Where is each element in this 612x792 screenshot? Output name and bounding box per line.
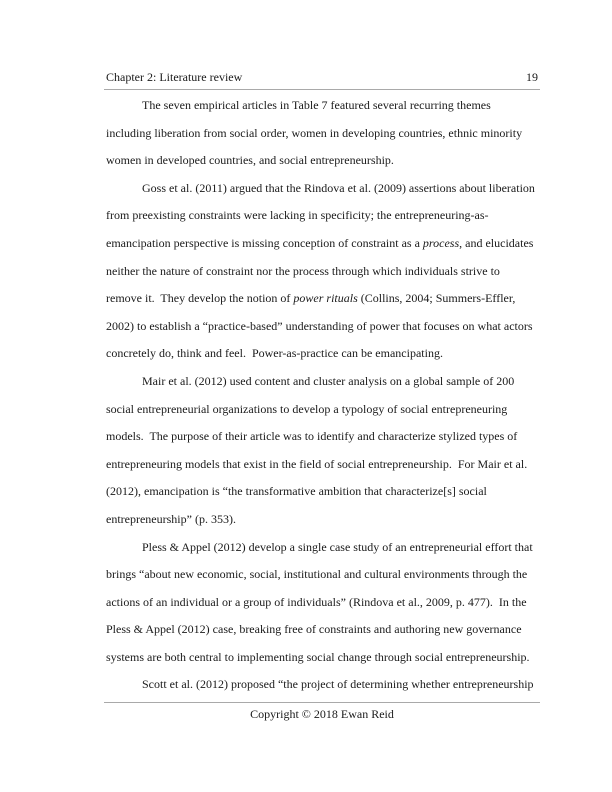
body-text [106,92,538,699]
copyright-text: Copyright © 2018 Ewan Reid [250,707,394,721]
paragraph-text: Pless & Appel (2012) develop a single case study of an entrepreneurial effort that brings “about new economic, social, institutional and cultural environments through the actions of an individual or a group of individuals” (Rindova et al., 2009, p. 477). In the Pless & Appel (2012) case, breaking free of constraints and authoring new governance systems are both central to implementing social change through social entrepreneurship. [106,539,536,664]
paragraph-pless-appel [106,534,538,672]
italic-term-process: process [422,235,460,250]
paragraph-text: Scott et al. (2012) proposed “the project of determining whether entrepreneurship [142,677,534,692]
paragraph-mair [106,368,538,534]
page-footer [106,707,538,721]
paragraph-text: (Collins, 2004; Summers-Effler, 2002) to establish a “practice-based” understanding of power that focuses on what actors concretely do, think and feel. Power-as-practice can be emancipating. [106,291,536,361]
paragraph-text: Goss et al. (2011) argued that the Rindova et al. (2009) assertions about liberation from preexisting constraints were lacking in specificity; the entrepreneuring-as-emancipation perspective is missing conception of constraint as a [106,180,538,250]
italic-term-power-rituals: power rituals [293,291,358,306]
paragraph-themes [106,92,538,175]
running-head: Chapter 2: Literature review [106,70,243,84]
page-header [106,70,538,84]
paragraph-goss [106,175,538,368]
page-number: 19 [526,70,538,84]
footer-divider [104,702,540,703]
header-divider [104,89,540,90]
paragraph-scott [106,671,538,699]
paragraph-text: , and elucidates neither the nature of constraint nor the process through which individuals strive to remove it. They develop the notion of [106,235,537,306]
paragraph-text: Mair et al. (2012) used content and cluster analysis on a global sample of 200 social entrepreneurial organizations to develop a typology of social entrepreneuring models. The purpose of their article was to identify and characterize stylized types of entrepreneuring models that exist in the field of social entrepreneurship. For Mair et al. (2012), emancipation is “the transformative ambition that characterize[s] social entrepreneurship” (p. 353). [106,373,531,526]
paragraph-text: The seven empirical articles in Table 7 featured several recurring themes including liberation from social order, women in developing countries, ethnic minority women in developed countries, and social entrepreneurship. [106,98,526,168]
